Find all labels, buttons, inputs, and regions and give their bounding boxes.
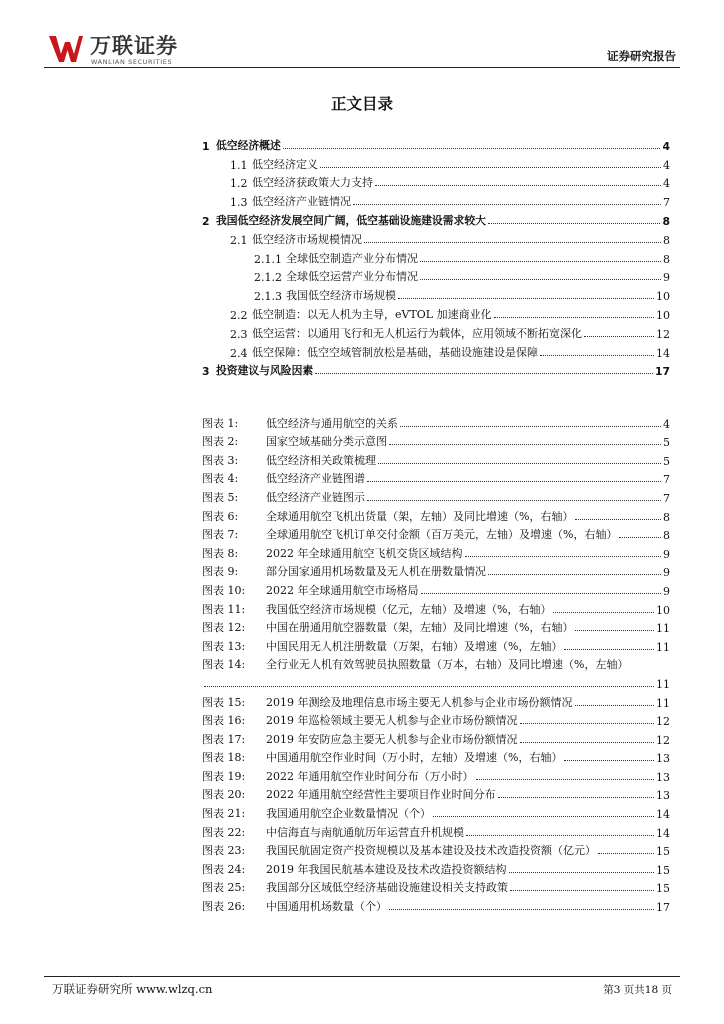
figure-title: 2019 年安防应急主要无人机参与企业市场份额情况 <box>266 732 518 746</box>
figure-title: 全球通用航空飞机出货量（架，左轴）及同比增速（%，右轴） <box>266 509 574 523</box>
figure-title: 中国在册通用航空器数量（架，左轴）及同比增速（%，右轴） <box>266 621 574 635</box>
dot-leader <box>619 537 661 538</box>
dot-leader <box>553 612 654 613</box>
figure-entry[interactable] <box>202 895 670 914</box>
toc-entry-number: 1.3 <box>230 196 248 210</box>
toc-entry-title: 低空制造：以无人机为主导，eVTOL 加速商业化 <box>252 307 492 321</box>
figure-title: 我国通用航空企业数量情况（个） <box>266 807 431 821</box>
figure-page: 9 <box>663 584 670 598</box>
figure-label: 图表 8: <box>202 546 239 560</box>
figure-page: 9 <box>663 566 670 580</box>
figure-title: 2019 年巡检领域主要无人机参与企业市场份额情况 <box>266 714 518 728</box>
toc-entry[interactable] <box>202 134 670 153</box>
figure-title: 2022 年通用航空作业时间分布（万小时） <box>266 769 474 783</box>
figure-title: 低空经济与通用航空的关系 <box>266 416 398 430</box>
dot-leader <box>315 373 653 374</box>
figure-title: 我国低空经济市场规模（亿元，左轴）及增速（%，右轴） <box>266 602 552 616</box>
figure-entry[interactable] <box>202 840 670 859</box>
figure-title: 低空经济产业链图谱 <box>266 472 365 486</box>
figure-page: 15 <box>656 845 670 859</box>
figure-label: 图表 24: <box>202 862 246 876</box>
figure-title: 中信海直与南航通航历年运营直升机规模 <box>266 825 464 839</box>
footer-divider <box>44 976 680 977</box>
toc-entry-number: 1.1 <box>230 158 248 172</box>
figure-entry[interactable] <box>202 579 670 598</box>
figure-page: 13 <box>656 752 670 766</box>
figure-entry[interactable] <box>202 561 670 580</box>
dot-leader <box>375 185 661 186</box>
dot-leader <box>398 298 654 299</box>
dot-leader <box>465 556 662 557</box>
toc-entry-number: 3 <box>202 365 210 379</box>
dot-leader <box>564 760 654 761</box>
toc-entry-number: 1.2 <box>230 177 248 191</box>
toc-entry-number: 2.1 <box>230 233 248 247</box>
dot-leader <box>389 444 661 445</box>
toc-entry[interactable] <box>202 247 670 266</box>
toc-entry-title: 低空经济概述 <box>216 138 281 152</box>
toc-entry[interactable] <box>202 172 670 191</box>
figure-label: 图表 4: <box>202 472 239 486</box>
figure-page: 4 <box>663 417 670 431</box>
dot-leader <box>367 500 661 501</box>
figure-page: 11 <box>656 677 670 691</box>
figure-entry[interactable] <box>202 784 670 803</box>
figure-title: 部分国家通用机场数量及无人机在册数量情况 <box>266 565 486 579</box>
dot-leader <box>420 279 661 280</box>
toc-entry-title: 全球低空制造产业分布情况 <box>286 251 418 265</box>
toc-entry-title: 我国低空经济市场规模 <box>286 289 396 303</box>
figure-label: 图表 26: <box>202 900 246 914</box>
toc-entry-page: 12 <box>656 327 670 341</box>
toc-entry[interactable] <box>202 303 670 322</box>
figure-label: 图表 15: <box>202 695 246 709</box>
toc-entry-page: 9 <box>663 271 670 285</box>
figure-title: 中国通用航空作业时间（万小时，左轴）及增速（%，右轴） <box>266 751 563 765</box>
figure-page: 7 <box>663 491 670 505</box>
toc-entry-page: 14 <box>656 346 670 360</box>
figure-page: 7 <box>663 473 670 487</box>
dot-leader <box>575 630 654 631</box>
figure-label: 图表 6: <box>202 509 239 523</box>
toc-entry-page: 17 <box>654 365 670 379</box>
dot-leader <box>509 872 655 873</box>
toc-entry-title: 低空运营：以通用飞行和无人机运行为载体，应用领域不断拓宽深化 <box>252 326 582 340</box>
toc-entry[interactable] <box>202 190 670 209</box>
figure-label: 图表 9: <box>202 565 239 579</box>
dot-leader <box>364 242 661 243</box>
toc-entry-title: 低空经济市场规模情况 <box>252 232 362 246</box>
figure-title: 我国民航固定资产投资规模以及基本建设及技术改造投资额（亿元） <box>266 844 596 858</box>
figure-title: 2019 年测绘及地理信息市场主要无人机参与企业市场份额情况 <box>266 695 573 709</box>
toc-entry[interactable] <box>202 153 670 172</box>
figure-entry[interactable] <box>202 468 670 487</box>
figure-page: 5 <box>663 436 670 450</box>
wanlian-logo-icon <box>48 34 84 64</box>
dot-leader <box>520 723 655 724</box>
figure-page: 15 <box>656 882 670 896</box>
figure-label: 图表 3: <box>202 453 239 467</box>
toc-entry-number: 2.1.2 <box>254 271 282 285</box>
figure-page: 9 <box>663 547 670 561</box>
figure-label: 图表 17: <box>202 732 246 746</box>
figure-entry[interactable] <box>202 617 670 636</box>
toc-entry-number: 2.2 <box>230 308 248 322</box>
dot-leader <box>488 574 661 575</box>
figure-label: 图表 14: <box>202 658 246 672</box>
figure-entry[interactable] <box>202 710 670 729</box>
figure-label: 图表 23: <box>202 844 246 858</box>
brand-name-cn: 万联证券 <box>90 34 178 58</box>
figure-entry[interactable] <box>202 449 670 468</box>
toc-entry-title: 低空经济获政策大力支持 <box>252 176 373 190</box>
table-of-contents <box>202 134 670 378</box>
page-number: 第3 页共18 页 <box>603 984 672 996</box>
dot-leader <box>476 779 655 780</box>
toc-entry-page: 8 <box>662 214 670 228</box>
header-divider <box>44 67 680 68</box>
page-title: 正文目录 <box>330 95 393 113</box>
figure-label: 图表 21: <box>202 807 246 821</box>
toc-entry-page: 4 <box>662 139 670 153</box>
figure-page: 12 <box>656 715 670 729</box>
figure-label: 图表 19: <box>202 769 246 783</box>
report-type-label: 证券研究报告 <box>607 49 676 63</box>
toc-entry-number: 2.1.1 <box>254 252 282 266</box>
figure-page: 5 <box>663 454 670 468</box>
toc-entry-page: 4 <box>663 158 670 172</box>
figure-page: 8 <box>663 529 670 543</box>
toc-entry[interactable] <box>202 266 670 285</box>
brand-name-en: WANLIAN SECURITIES <box>91 58 173 66</box>
toc-entry[interactable] <box>202 341 670 360</box>
toc-entry[interactable] <box>202 228 670 247</box>
toc-entry-page: 8 <box>663 252 670 266</box>
figure-entry[interactable] <box>202 802 670 821</box>
figure-page: 8 <box>663 510 670 524</box>
toc-entry[interactable] <box>202 284 670 303</box>
figure-title: 中国民用无人机注册数量（万架，右轴）及增速（%，左轴） <box>266 639 563 653</box>
figure-label: 图表 22: <box>202 825 246 839</box>
dot-leader <box>564 649 654 650</box>
dot-leader <box>204 686 654 687</box>
figure-entry[interactable] <box>202 542 670 561</box>
figure-title: 2022 年全球通用航空市场格局 <box>266 583 419 597</box>
figure-label: 图表 2: <box>202 435 239 449</box>
figure-entry[interactable] <box>202 598 670 617</box>
dot-leader <box>494 317 654 318</box>
toc-entry-page: 10 <box>656 290 670 304</box>
figure-entry[interactable] <box>202 821 670 840</box>
toc-entry-title: 全球低空运营产业分布情况 <box>286 270 418 284</box>
figure-label: 图表 13: <box>202 639 246 653</box>
toc-entry-title: 低空经济定义 <box>252 157 318 171</box>
dot-leader <box>520 742 655 743</box>
dot-leader <box>488 223 661 224</box>
toc-entry-page: 10 <box>656 308 670 322</box>
figure-label: 图表 11: <box>202 602 246 616</box>
figure-page: 11 <box>656 640 670 654</box>
figure-label: 图表 16: <box>202 714 246 728</box>
figure-entry[interactable] <box>202 486 670 505</box>
dot-leader <box>584 336 654 337</box>
figure-title: 全行业无人机有效驾驶员执照数量（万本，右轴）及同比增速（%，左轴） <box>266 658 629 672</box>
dot-leader <box>400 426 661 427</box>
figure-page: 11 <box>656 622 670 636</box>
figure-page: 15 <box>656 863 670 877</box>
list-of-figures <box>202 412 670 914</box>
dot-leader <box>575 705 655 706</box>
toc-entry[interactable] <box>202 209 670 228</box>
figure-entry[interactable] <box>202 524 670 543</box>
figure-entry[interactable] <box>202 877 670 896</box>
dot-leader <box>420 261 661 262</box>
figure-page: 14 <box>656 808 670 822</box>
toc-entry-page: 8 <box>663 233 670 247</box>
figure-label: 图表 12: <box>202 621 246 635</box>
figure-page: 11 <box>656 696 670 710</box>
toc-entry-page: 4 <box>663 177 670 191</box>
dot-leader <box>353 204 661 205</box>
dot-leader <box>320 167 661 168</box>
figure-title: 国家空域基础分类示意图 <box>266 435 387 449</box>
dot-leader <box>598 853 654 854</box>
footer-source: 万联证券研究所 www.wlzq.cn <box>52 982 213 996</box>
toc-entry-number: 2.3 <box>230 327 248 341</box>
figure-label: 图表 7: <box>202 528 239 542</box>
figure-title: 低空经济产业链图示 <box>266 490 365 504</box>
dot-leader <box>510 890 654 891</box>
figure-label: 图表 1: <box>202 416 239 430</box>
figure-page: 10 <box>656 603 670 617</box>
figure-label: 图表 20: <box>202 788 246 802</box>
figure-title: 全球通用航空飞机订单交付金额（百万美元，左轴）及增速（%，右轴） <box>266 528 618 542</box>
figure-label: 图表 10: <box>202 583 246 597</box>
figure-entry[interactable] <box>202 765 670 784</box>
figure-title: 低空经济相关政策梳理 <box>266 453 376 467</box>
figure-title: 我国部分区域低空经济基础设施建设相关支持政策 <box>266 881 508 895</box>
dot-leader <box>540 355 654 356</box>
figure-entry[interactable] <box>202 691 670 710</box>
figure-page: 12 <box>656 733 670 747</box>
toc-entry[interactable] <box>202 322 670 341</box>
figure-entry[interactable] <box>202 654 670 673</box>
dot-leader <box>575 519 661 520</box>
toc-entry-number: 2.1.3 <box>254 290 282 304</box>
figure-page: 13 <box>656 789 670 803</box>
figure-label: 图表 5: <box>202 490 239 504</box>
figure-entry[interactable] <box>202 747 670 766</box>
figure-page: 13 <box>656 770 670 784</box>
toc-entry-number: 2.4 <box>230 346 248 360</box>
figure-entry[interactable] <box>202 431 670 450</box>
figure-title: 2019 年我国民航基本建设及技术改造投资额结构 <box>266 862 507 876</box>
figure-title: 2022 年通用航空经营性主要项目作业时间分布 <box>266 788 496 802</box>
toc-entry-title: 我国低空经济发展空间广阔，低空基础设施建设需求较大 <box>216 213 486 227</box>
dot-leader <box>283 148 661 149</box>
figure-entry[interactable] <box>202 412 670 431</box>
dot-leader <box>498 797 655 798</box>
figure-entry[interactable] <box>202 635 670 654</box>
figure-entry[interactable] <box>202 858 670 877</box>
figure-page: 14 <box>656 826 670 840</box>
toc-entry-title: 低空经济产业链情况 <box>252 195 351 209</box>
figure-page: 17 <box>656 901 670 915</box>
figure-entry[interactable] <box>202 505 670 524</box>
dot-leader <box>433 816 654 817</box>
toc-entry-number: 1 <box>202 139 210 153</box>
figure-label: 图表 25: <box>202 881 246 895</box>
figure-title: 2022 年全球通用航空飞机交货区域结构 <box>266 546 463 560</box>
dot-leader <box>367 481 661 482</box>
toc-entry-page: 7 <box>663 196 670 210</box>
dot-leader <box>378 463 661 464</box>
dot-leader <box>421 593 662 594</box>
figure-entry-continuation[interactable] <box>204 672 670 691</box>
toc-entry[interactable] <box>202 360 670 379</box>
dot-leader <box>466 835 654 836</box>
dot-leader <box>389 909 654 910</box>
toc-entry-number: 2 <box>202 214 210 228</box>
figure-entry[interactable] <box>202 728 670 747</box>
figure-title: 中国通用机场数量（个） <box>266 900 387 914</box>
toc-entry-title: 投资建议与风险因素 <box>216 364 314 378</box>
figure-label: 图表 18: <box>202 751 246 765</box>
toc-entry-title: 低空保障：低空空域管制放松是基础，基础设施建设是保障 <box>252 345 538 359</box>
